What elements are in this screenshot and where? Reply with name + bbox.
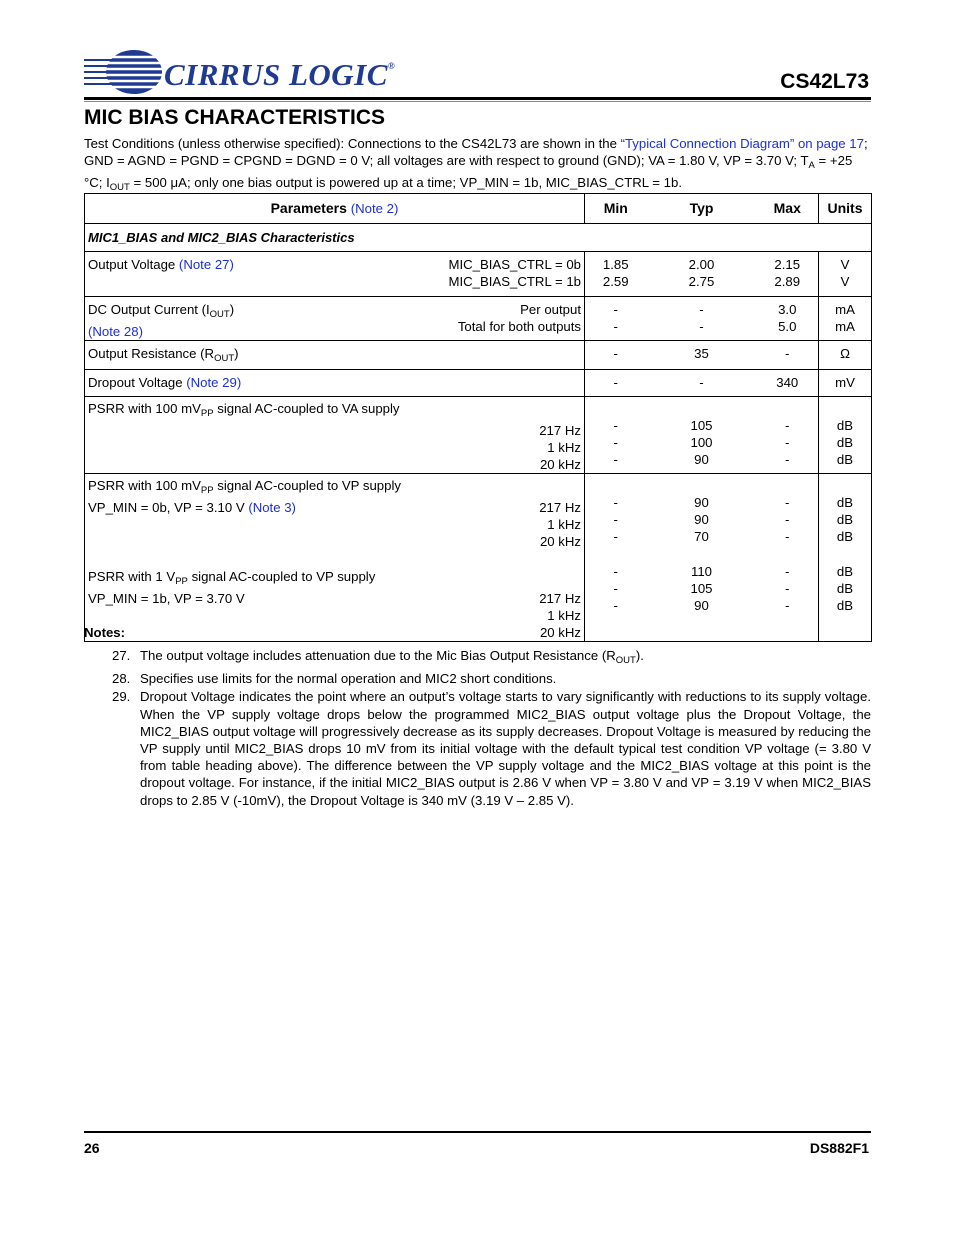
connection-diagram-link[interactable]: “Typical Connection Diagram” on page 17 <box>620 136 864 151</box>
note-27-link[interactable]: (Note 27) <box>178 257 234 272</box>
notes-list <box>84 647 871 810</box>
header-max: Max <box>757 194 819 224</box>
notes-title: Notes: <box>84 625 126 640</box>
note-3-link[interactable]: (Note 3) <box>248 500 296 515</box>
test-conditions: Test Conditions (unless otherwise specified): Connections to the CS42L73 are shown in the “Typical Connection Diagram” on page 17; GND = AGND = PGND = CPGND = DGND = 0 V; all voltages are with respect to ground (GND); VA = 1.80 V, VP = 3.70 V; $T_A = +25$ °C; $I_{OUT} = 500$ μA; only one bias output is powered up at a time; VP_MIN = 1b, MIC_BIAS_CTRL = 1b. <box>84 136 868 193</box>
group-title: MIC1_BIAS and MIC2_BIAS Characteristics <box>85 224 872 252</box>
footer-rule <box>84 1131 871 1133</box>
part-number: CS42L73 <box>780 70 869 93</box>
document-id: DS882F1 <box>809 1140 869 1156</box>
group-row <box>85 224 872 252</box>
page-number: 26 <box>84 1140 100 1156</box>
header-min: Min <box>585 194 647 224</box>
logo-text: CIRRUS LOGIC® <box>164 57 396 92</box>
param-psrr-vp: PSRR with 100 $mV_{PP}$ signal AC-coupled to VP supply VP_MIN = 0b, VP = 3.10 V (Note 3) 217 Hz 1 kHz 20 kHz PSRR with 1 $V_{PP}$ signal AC-coupled to VP supply VP_MIN = 1b, VP = 3.70 V 217 Hz 1 kHz 20 kHz <box>85 474 585 642</box>
param-psrr-va: PSRR with 100 $mV_{PP}$ signal AC-coupled to VA supply 217 Hz 1 kHz 20 kHz <box>85 397 585 474</box>
table-row: Dropout Voltage (Note 29) - - 340 mV <box>85 370 872 397</box>
param-dropout-voltage: Dropout Voltage (Note 29) <box>85 370 585 397</box>
table-row: PSRR with 100 $mV_{PP}$ signal AC-coupled to VA supply 217 Hz 1 kHz 20 kHz - - - 105 100 90 - - - dB dB dB <box>85 397 872 474</box>
param-dc-output-current: DC Output Current $(I_{OUT})$ (Note 28) Per output Total for both outputs <box>85 297 585 341</box>
header-rule-thin <box>84 101 871 102</box>
table-row: Output Voltage (Note 27) MIC_BIAS_CTRL = 0b MIC_BIAS_CTRL = 1b 1.85 2.59 2.00 2.75 2.15 2.89 V V <box>85 252 872 297</box>
header-units: Units <box>819 194 872 224</box>
cirrus-logic-logo <box>84 47 396 97</box>
param-output-resistance: Output Resistance $(R_{OUT})$ <box>85 341 585 370</box>
note-28-link[interactable]: (Note 28) <box>88 324 143 339</box>
note-28: 28. Specifies use limits for the normal operation and MIC2 short conditions. <box>112 671 557 687</box>
table-header-row <box>85 194 872 224</box>
table-row: DC Output Current $(I_{OUT})$ (Note 28) Per output Total for both outputs - - - - 3.0 5.0 mA mA <box>85 297 872 341</box>
cirrus-logo-mark-icon <box>84 47 164 97</box>
header-rule <box>84 97 871 100</box>
note-2-link[interactable]: (Note 2) <box>350 201 399 216</box>
mic-bias-spec-table <box>84 193 872 642</box>
section-title: MIC BIAS CHARACTERISTICS <box>84 106 386 129</box>
header-parameters: Parameters (Note 2) <box>85 194 585 224</box>
note-29-link[interactable]: (Note 29) <box>186 375 242 390</box>
note-27: 27. The output voltage includes attenuation due to the Mic Bias Output Resistance $(R_{OUT})$. <box>112 648 644 666</box>
table-row: PSRR with 100 $mV_{PP}$ signal AC-coupled to VP supply VP_MIN = 0b, VP = 3.10 V (Note 3) 217 Hz 1 kHz 20 kHz PSRR with 1 $V_{PP}$ signal AC-coupled to VP supply VP_MIN = 1b, VP = 3.70 V 217 Hz 1 kHz 20 kHz - - - - - - 90 90 70 110 105 90 - - - - - - dB dB dB dB dB dB <box>85 474 872 642</box>
note-29: 29. Dropout Voltage indicates the point where an output’s voltage starts to vary significantly with reductions to its supply voltage. When the VP supply voltage drops below the programmed MIC2_BIAS output voltage plus the Dropout Voltage, the MIC2_BIAS output voltage will progressively decrease as its supply decreases. Dropout Voltage is measured by reducing the VP supply until MIC2_BIAS drops 10 mV from its initial voltage with the default typical test condition VP voltage (= 3.80 V from table heading above). The difference between the VP supply voltage and the MIC2_BIAS voltage at this point is the dropout voltage. For instance, if the initial MIC2_BIAS output is 2.86 V when VP = 3.80 V and VP = 3.19 V when MIC2_BIAS drops to 2.85 V (-10mV), the Dropout Voltage is 340 mV (3.19 V – 2.85 V). <box>112 689 871 808</box>
header-typ: Typ <box>647 194 757 224</box>
table-row: Output Resistance $(R_{OUT})$ - 35 - Ω <box>85 341 872 370</box>
param-output-voltage: Output Voltage (Note 27) MIC_BIAS_CTRL = 0b MIC_BIAS_CTRL = 1b <box>85 252 585 297</box>
